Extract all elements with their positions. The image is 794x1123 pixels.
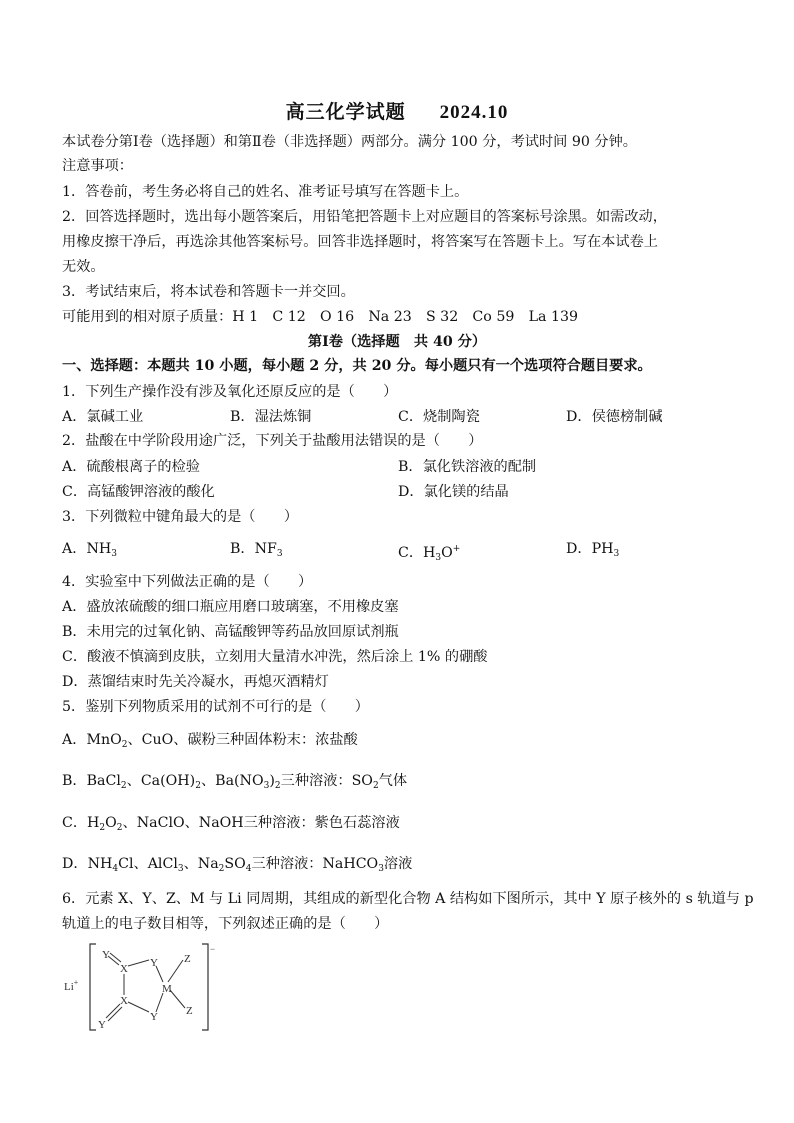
q2-option-b: B．氯化铁溶液的配制 bbox=[398, 459, 537, 475]
q3-option-b: B．$NF_3$ bbox=[230, 541, 283, 559]
notice-item: 用橡皮擦干净后，再选涂其他答案标号。回答非选择题时，将答案写在答题卡上。写在本试卷上 bbox=[62, 234, 658, 250]
page-title: 高三化学试题 2024.10 bbox=[285, 101, 509, 123]
q2-option-c: C．高锰酸钾溶液的酸化 bbox=[62, 484, 215, 500]
notice-item: 3．考试结束后，将本试卷和答题卡一并交回。 bbox=[62, 284, 355, 300]
q1-option-d: D．侯德榜制碱 bbox=[566, 409, 663, 425]
notice-item: 无效。 bbox=[62, 259, 105, 275]
notice-heading: 注意事项： bbox=[62, 158, 133, 174]
structure-charge-minus: − bbox=[210, 944, 216, 954]
structure-atom-x-bottom: X bbox=[120, 995, 128, 1007]
structure-atom-z-top: Z bbox=[184, 953, 191, 965]
structure-atom-m: M bbox=[162, 983, 172, 995]
structure-atom-y-lower: Y bbox=[150, 1011, 158, 1023]
q2-option-a: A．硫酸根离子的检验 bbox=[62, 459, 200, 475]
q5-option-d: D．$NH_4Cl$、AlCl$_3$、$Na_2SO_4$三种溶液：NaHCO$_3$溶液 bbox=[62, 856, 413, 874]
q1-option-a: A．氯碱工业 bbox=[62, 409, 144, 425]
section-title: 第Ⅰ卷（选择题 共 40 分） bbox=[307, 334, 487, 350]
q3-option-a: A．$NH_3$ bbox=[62, 541, 117, 559]
question-6-stem: 6．元素 X、Y、Z、M 与 Li 同周期，其组成的新型化合物 A 结构如下图所示，其中 Y 原子核外的 s 轨道与 p bbox=[62, 891, 754, 907]
q4-option-c: C．酸液不慎滴到皮肤，立刻用大量清水冲洗，然后涂上 1% 的硼酸 bbox=[62, 649, 488, 665]
structure-atom-x-top: X bbox=[120, 963, 128, 975]
structure-atom-y-top: Y bbox=[102, 949, 110, 961]
q2-option-d: D．氯化镁的结晶 bbox=[398, 484, 509, 500]
q3-option-d: D．$PH_3$ bbox=[566, 541, 620, 559]
atomic-masses: 可能用到的相对原子质量：H 1 C 12 O 16 Na 23 S 32 Co 59 La 139 bbox=[62, 309, 579, 325]
q5-option-c: C．$H_2O_2$、NaClO、NaOH三种溶液：紫色石蕊溶液 bbox=[62, 815, 400, 833]
section-instruction: 一、选择题：本题共 10 小题，每小题 2 分，共 20 分。每小题只有一个选项符合题目要求。 bbox=[62, 358, 652, 374]
question-3-stem: 3．下列微粒中键角最大的是（ ） bbox=[62, 509, 299, 525]
notice-item: 1．答卷前，考生务必将自己的姓名、准考证号填写在答题卡上。 bbox=[62, 184, 469, 200]
structure-label-li: Li+ bbox=[64, 978, 79, 993]
q1-option-b: B．湿法炼铜 bbox=[230, 409, 312, 425]
q4-option-a: A．盛放浓硫酸的细口瓶应用磨口玻璃塞，不用橡皮塞 bbox=[62, 599, 399, 615]
q1-option-c: C．烧制陶瓷 bbox=[398, 409, 480, 425]
q4-option-b: B．未用完的过氧化钠、高锰酸钾等药品放回原试剂瓶 bbox=[62, 624, 399, 640]
exam-date: 2024.10 bbox=[439, 102, 509, 123]
structure-atom-y-upper: Y bbox=[150, 957, 158, 969]
structure-atom-y-bottom: Y bbox=[98, 1019, 106, 1031]
question-1-stem: 1．下列生产操作没有涉及氧化还原反应的是（ ） bbox=[62, 384, 398, 400]
question-2-stem: 2．盐酸在中学阶段用途广泛，下列关于盐酸用法错误的是（ ） bbox=[62, 433, 483, 449]
q5-option-b: B．BaCl$_2$、$Ca(OH)_2$、$Ba(NO_3)_2$三种溶液：$SO_2$气体 bbox=[62, 773, 408, 791]
q5-option-a: A．MnO$_2$、CuO、碳粉三种固体粉末：浓盐酸 bbox=[62, 732, 358, 750]
notice-item: 2．回答选择题时，选出每小题答案后，用铅笔把答题卡上对应题目的答案标号涂黑。如需改动， bbox=[62, 209, 667, 225]
intro-text: 本试卷分第Ⅰ卷（选择题）和第Ⅱ卷（非选择题）两部分。满分 100 分，考试时间 90 分钟。 bbox=[62, 134, 637, 150]
q4-option-d: D．蒸馏结束时先关冷凝水，再熄灭酒精灯 bbox=[62, 674, 329, 690]
question-6-stem-cont: 轨道上的电子数目相等，下列叙述正确的是（ ） bbox=[62, 916, 389, 932]
q3-option-c: C．$H_3O^+$ bbox=[398, 544, 461, 563]
question-5-stem: 5．鉴别下列物质采用的试剂不可行的是（ ） bbox=[62, 699, 369, 715]
structure-atom-z-bottom: Z bbox=[186, 1005, 193, 1017]
question-4-stem: 4．实验室中下列做法正确的是（ ） bbox=[62, 574, 313, 590]
compound-a-structure-diagram bbox=[62, 938, 222, 1036]
